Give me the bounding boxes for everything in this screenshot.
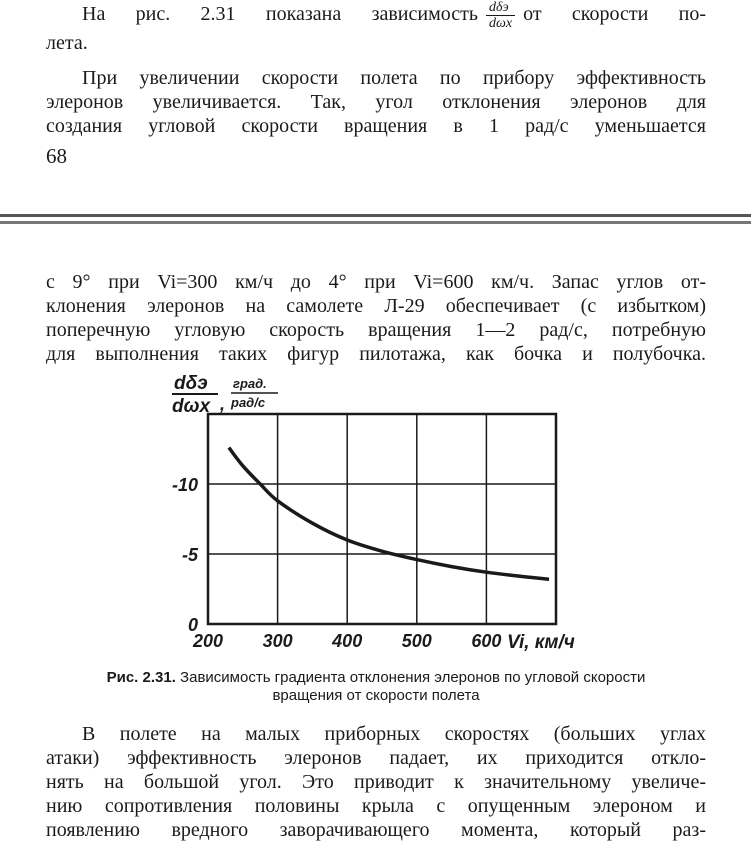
y-axis-label-numerator: dδэ — [174, 373, 208, 394]
text-line: При увеличении скорости полета по прибору эффективность — [82, 67, 706, 89]
text-line: лета. — [46, 32, 88, 54]
y-tick-label: -10 — [171, 475, 198, 495]
x-tick-label: 600 — [471, 631, 502, 651]
text-line — [46, 0, 706, 31]
x-tick-label: 300 — [262, 631, 293, 651]
bottom-page — [0, 232, 751, 840]
plot-frame — [208, 414, 556, 624]
text-line: нию сопротивления половины крыла с опущенным элероном и — [46, 795, 706, 817]
text-line: появлению вредного заворачивающего момента, который раз- — [46, 819, 706, 841]
x-tick-label: 200 — [192, 631, 224, 651]
figure-2-31-chart — [0, 232, 751, 672]
chart-grid — [208, 414, 556, 624]
fraction-numerator: dδэ — [486, 0, 515, 16]
y-axis-unit-denominator: рад/с — [231, 395, 266, 410]
x-tick-labels — [192, 631, 501, 651]
text-fragment: На рис. 2.31 показана зависимость — [82, 3, 478, 26]
fraction-denominator: dωx — [488, 16, 513, 31]
figure-caption — [46, 669, 706, 705]
text-line: поперечную угловую скорость вращения 1—2 рад/с, потребную — [46, 319, 706, 341]
y-tick-label: 0 — [187, 615, 198, 635]
top-paragraph-1 — [46, 0, 706, 55]
text-line: клонения элеронов на самолете Л-29 обеспечивает (с избытком) — [46, 295, 706, 317]
x-axis-label: Vi, км/ч — [507, 632, 575, 653]
separator-line — [0, 214, 751, 217]
y-axis-unit-numerator: град. — [233, 376, 267, 391]
page-separator — [0, 210, 751, 232]
text-line: атаки) эффективность элеронов падает, их приходится откло- — [46, 747, 706, 769]
y-axis-label-denominator: dωx — [172, 396, 211, 417]
y-tick-label: -5 — [181, 545, 198, 565]
text-line: для выполнения таких фигур пилотажа, как бочка и полубочка. — [46, 343, 706, 365]
derivative-fraction — [486, 0, 515, 31]
top-paragraph-2 — [46, 66, 706, 138]
separator-line — [0, 221, 751, 224]
text-fragment: от скорости по- — [523, 3, 706, 26]
text-line: В полете на малых приборных скоростях (больших углах — [82, 723, 706, 745]
y-tick-labels — [172, 475, 199, 635]
x-tick-label: 500 — [401, 631, 432, 651]
text-line: создания угловой скорости вращения в 1 рад/с уменьшается — [46, 115, 706, 137]
bottom-paragraph-2 — [46, 722, 706, 842]
top-page — [0, 0, 751, 210]
caption-line-1 — [46, 669, 706, 687]
text-line: элеронов увеличивается. Так, угол отклонения элеронов для — [46, 91, 706, 113]
caption-line-2: вращения от скорости полета — [272, 687, 480, 704]
caption-label: Рис. 2.31. — [106, 669, 176, 686]
text-line: нять на большой угол. Это приводит к значительному увеличе- — [46, 771, 706, 793]
text-line: с 9° при Vi=300 км/ч до 4° при Vi=600 км/ч. Запас углов от- — [46, 271, 706, 293]
x-tick-label: 400 — [332, 631, 363, 651]
page-number: 68 — [46, 144, 67, 168]
y-axis-label-comma: , — [220, 394, 226, 414]
caption-text: Зависимость градиента отклонения элеронов по угловой скорости — [180, 669, 646, 686]
